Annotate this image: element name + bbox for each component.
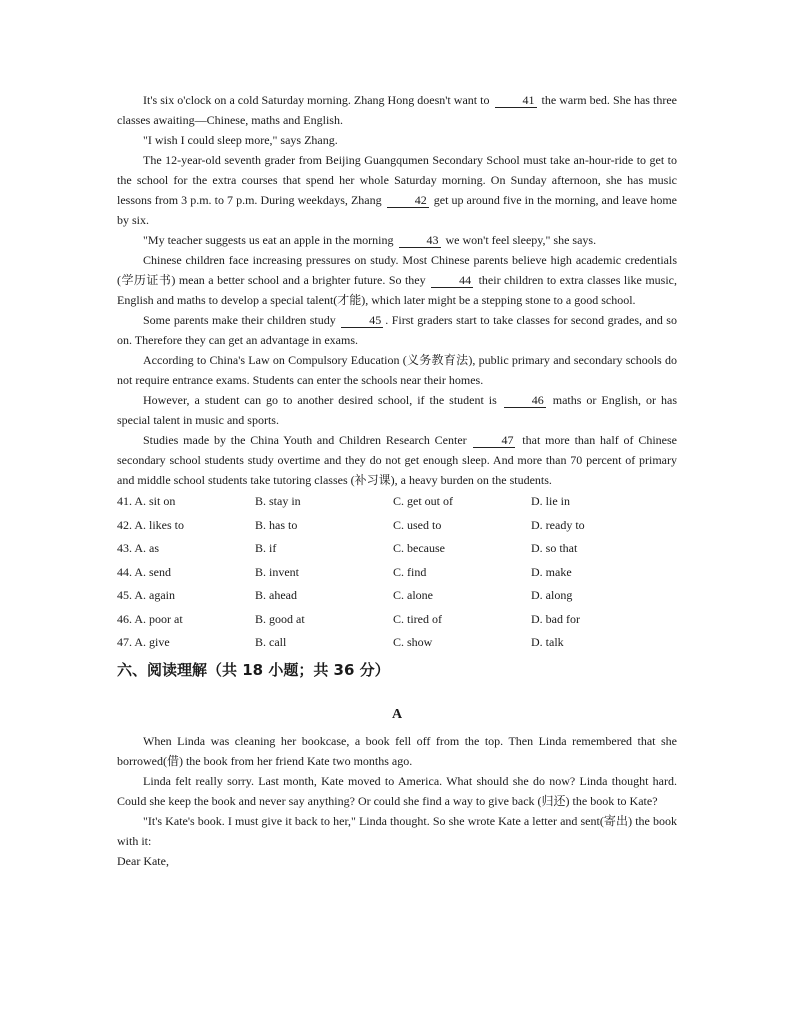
- option: B. ahead: [255, 588, 297, 602]
- option: C. used to: [393, 517, 442, 532]
- text: Some parents make their children study: [143, 313, 340, 327]
- blank-44: 44: [431, 274, 473, 288]
- option: 47. A. give: [117, 635, 170, 649]
- option: C. show: [393, 635, 433, 649]
- section-heading: 六、阅读理解（共 18 小题；共 36 分）: [117, 660, 390, 679]
- text: However, a student can go to another desired school, if the student is: [143, 393, 502, 407]
- option: D. ready to: [531, 517, 585, 532]
- option: 42. A. likes to: [117, 517, 185, 532]
- text: we won't feel sleepy," she says.: [442, 233, 597, 247]
- text: . First graders start to take classes for second grades, and so on. Therefore they can get an advantage in exams.: [117, 313, 677, 347]
- text: that more than half of Chinese secondary school students study overtime and they do not get enough sleep. And more than 70 percent of primary and middle school students take tutoring classes (补习课), a heavy burden on the students.: [117, 433, 677, 487]
- cloze-paragraph-5: [117, 250, 677, 310]
- option-row-47: [117, 631, 677, 655]
- reading-paragraph-3: "It's Kate's book. I must give it back to her," Linda thought. So she wrote Kate a letter and sent(寄出) the book with it:: [117, 813, 677, 848]
- text: the warm bed. She has three classes awaiting—Chinese, maths and English.: [117, 93, 677, 127]
- reading-paragraph-1: When Linda was cleaning her bookcase, a book fell off from the top. Then Linda remembered that she borrowed(借) the book from her friend Kate two months ago.: [117, 733, 677, 768]
- cloze-paragraph-4: [117, 230, 677, 250]
- text: It's six o'clock on a cold Saturday morning. Zhang Hong doesn't want to: [143, 93, 493, 107]
- option: 44. A. send: [117, 564, 171, 579]
- cloze-paragraph-3: [117, 150, 677, 230]
- option-row-46: [117, 608, 677, 632]
- option: B. stay in: [255, 494, 301, 508]
- text: their children to extra classes like music, English and maths to develop a special talent(才能), which later might be a stepping stone to a good school.: [117, 273, 678, 307]
- option: B. if: [255, 541, 277, 555]
- option: 43. A. as: [117, 541, 159, 555]
- option: C. because: [393, 541, 445, 555]
- option: B. call: [255, 635, 287, 649]
- blank-45: 45: [341, 314, 383, 328]
- option: B. has to: [255, 517, 298, 532]
- option: D. along: [531, 588, 573, 602]
- option-row-41: [117, 490, 677, 514]
- option: 46. A. poor at: [117, 611, 183, 626]
- option: C. tired of: [393, 611, 442, 626]
- option: D. so that: [531, 541, 578, 555]
- option: 41. A. sit on: [117, 494, 176, 508]
- option-row-44: [117, 561, 677, 585]
- option: C. get out of: [393, 494, 453, 508]
- option: B. good at: [255, 611, 305, 626]
- cloze-paragraph-8: [117, 390, 677, 430]
- blank-47: 47: [473, 434, 515, 448]
- option: C. alone: [393, 588, 433, 602]
- blank-46: 46: [504, 394, 546, 408]
- blank-42: 42: [387, 194, 429, 208]
- option-row-43: [117, 537, 677, 561]
- text: "My teacher suggests us eat an apple in the morning: [143, 233, 397, 247]
- blank-41: 41: [495, 94, 537, 108]
- option: B. invent: [255, 564, 299, 579]
- blank-43: 43: [399, 234, 441, 248]
- cloze-paragraph-1: [117, 90, 677, 130]
- option: D. make: [531, 564, 572, 579]
- option: D. bad for: [531, 611, 580, 626]
- option: 45. A. again: [117, 588, 175, 602]
- cloze-paragraph-9: [117, 430, 677, 490]
- answer-options: [117, 490, 677, 655]
- cloze-paragraph-7: According to China's Law on Compulsory Education (义务教育法), public primary and secondary schools do not require entrance exams. Students can enter the schools near their homes.: [117, 353, 677, 387]
- option-row-45: [117, 584, 677, 608]
- option: D. talk: [531, 635, 564, 649]
- text: maths or English, or has special talent in music and sports.: [117, 393, 677, 427]
- option-row-42: [117, 514, 677, 538]
- text: Studies made by the China Youth and Children Research Center: [143, 433, 472, 447]
- text: Chinese children face increasing pressures on study. Most Chinese parents believe high academic credentials (学历证书) mean a better school and a brighter future. So they: [117, 253, 677, 287]
- option: D. lie in: [531, 494, 570, 508]
- cloze-paragraph-6: [117, 310, 677, 350]
- reading-paragraph-2: Linda felt really sorry. Last month, Kate moved to America. What should she do now? Linda thought hard. Could she keep the book and never say anything? Or could she find a way to give back (归还) the book to Kate?: [117, 773, 677, 808]
- cloze-paragraph-2: "I wish I could sleep more," says Zhang.: [143, 133, 338, 147]
- letter-salutation: Dear Kate,: [117, 853, 169, 868]
- text: get up around five in the morning, and leave home by six.: [117, 193, 677, 227]
- option: C. find: [393, 564, 427, 579]
- exam-page: [117, 90, 677, 871]
- text: The 12-year-old seventh grader from Beijing Guangqumen Secondary School must take an-hour-ride to get to the school for the extra courses that spend her whole Saturday morning. On Sunday afternoon, she has music lessons from 3 p.m. to 7 p.m. During weekdays, Zhang: [117, 153, 677, 207]
- part-label: A: [391, 706, 403, 722]
